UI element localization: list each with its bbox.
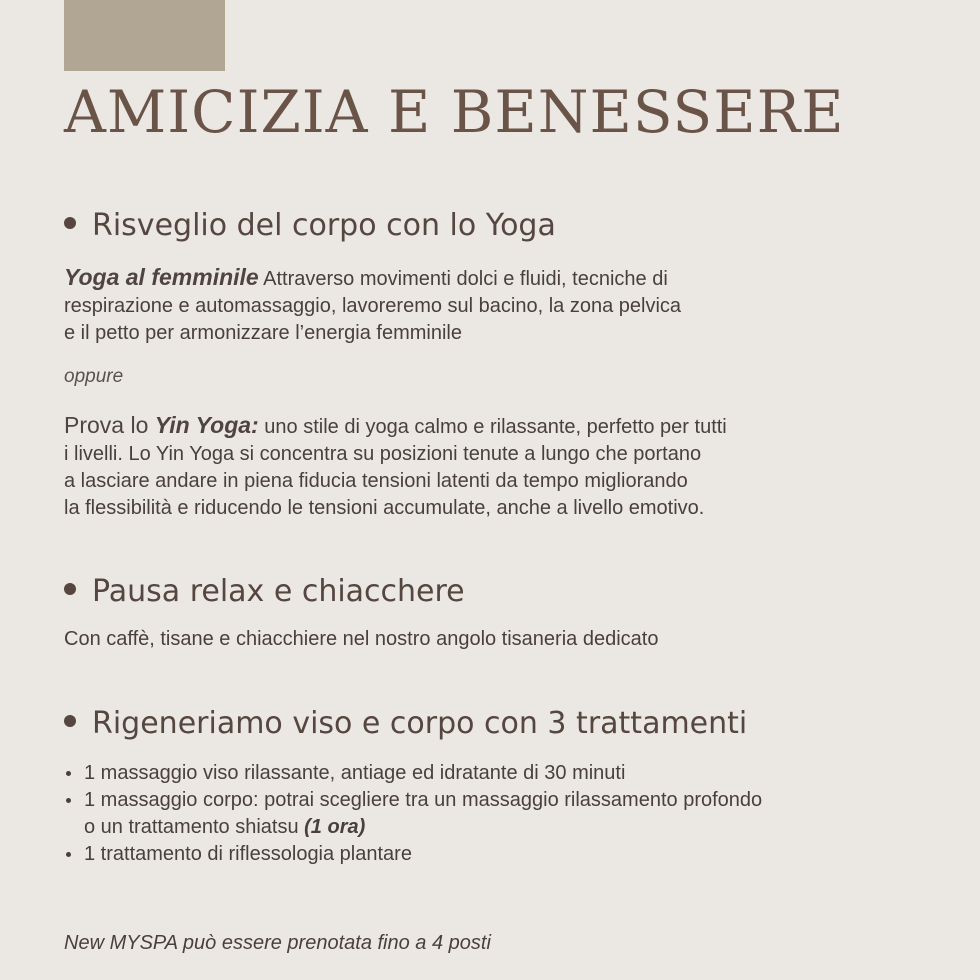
list-item xyxy=(64,760,762,787)
list-item xyxy=(64,787,762,841)
treatment-list xyxy=(64,760,762,868)
yoga-femminile-lead: Yoga al femminile xyxy=(64,264,259,290)
relax-paragraph: Con caffè, tisane e chiacchiere nel nostro angolo tisaneria dedicato xyxy=(64,628,659,650)
treatment-item-2-line2: o un trattamento shiatsu xyxy=(84,816,305,838)
section-heading-yoga xyxy=(64,208,556,243)
bullet-icon xyxy=(64,217,76,229)
yin-yoga-line2: i livelli. Lo Yin Yoga si concentra su posizioni tenute a lungo che portano xyxy=(64,443,702,465)
bullet-icon xyxy=(64,583,76,595)
section-heading-relax-label: Pausa relax e chiacchere xyxy=(92,574,465,609)
yoga-femminile-line2: respirazione e automassaggio, lavoreremo sul bacino, la zona pelvica xyxy=(64,295,682,317)
section-heading-trattamenti xyxy=(64,706,747,741)
yin-yoga-lead: Yin Yoga: xyxy=(154,412,259,438)
yin-yoga-line3: a lasciare andare in piena fiducia tensioni latenti da tempo migliorando xyxy=(64,470,688,492)
yin-yoga-paragraph xyxy=(64,412,727,522)
yin-yoga-line1: uno stile di yoga calmo e rilassante, perfetto per tutti xyxy=(258,416,727,438)
treatment-item-2-duration: (1 ora) xyxy=(304,816,366,838)
treatment-item-1: 1 massaggio viso rilassante, antiage ed idratante di 30 minuti xyxy=(84,762,626,784)
yin-yoga-line4: la flessibilità e riducendo le tensioni accumulate, anche a livello emotivo. xyxy=(64,497,705,519)
section-heading-relax xyxy=(64,574,465,609)
bullet-icon xyxy=(64,715,76,727)
oppure-label: oppure xyxy=(64,366,124,387)
booking-footnote: New MYSPA può essere prenotata fino a 4 posti xyxy=(64,932,491,954)
section-heading-yoga-label: Risveglio del corpo con lo Yoga xyxy=(92,208,556,243)
section-heading-trattamenti-label: Rigeneriamo viso e corpo con 3 trattamenti xyxy=(92,706,748,741)
yin-yoga-lead-prefix: Prova lo xyxy=(64,412,155,438)
accent-block xyxy=(64,0,225,71)
yoga-femminile-line3: e il petto per armonizzare l’energia femminile xyxy=(64,322,462,344)
treatment-item-3: 1 trattamento di riflessologia plantare xyxy=(84,843,412,865)
yoga-femminile-paragraph xyxy=(64,264,681,347)
yoga-femminile-line1: Attraverso movimenti dolci e fluidi, tecniche di xyxy=(258,268,668,290)
list-item xyxy=(64,841,762,868)
treatment-item-2-line1: 1 massaggio corpo: potrai scegliere tra un massaggio rilassamento profondo xyxy=(84,789,763,811)
page-title: AMICIZIA E BENESSERE xyxy=(64,78,845,146)
